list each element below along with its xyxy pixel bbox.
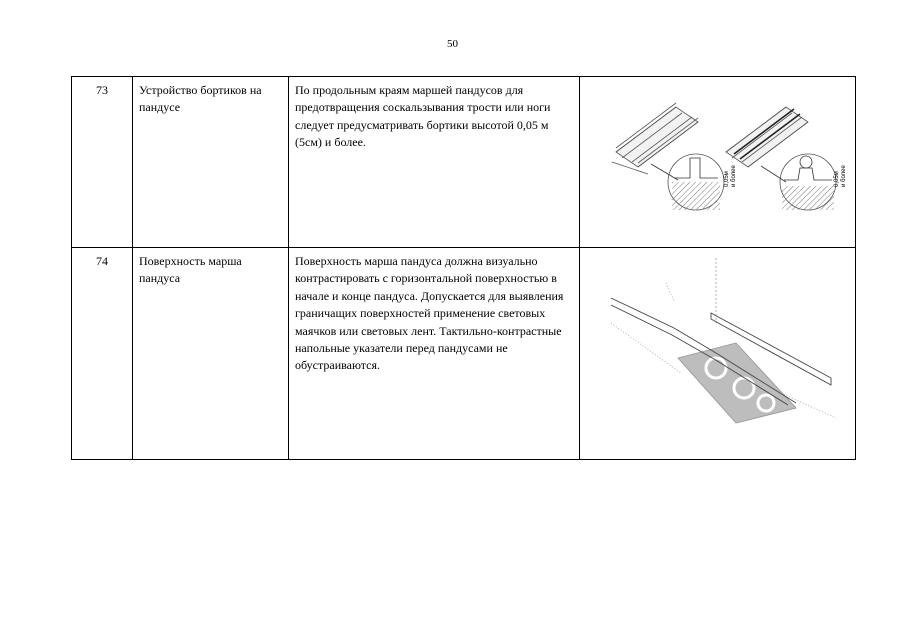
row-number: 74: [72, 248, 133, 460]
row-title: Поверхность марша пандуса: [133, 248, 289, 460]
min-label-right: и более: [841, 165, 847, 187]
table-row: [72, 248, 856, 460]
min-label-left: и более: [731, 165, 737, 187]
ramp-right-drawing: [726, 107, 836, 210]
ramp-surface-drawing: [611, 258, 836, 423]
ramp-surface-illustration: [586, 253, 862, 454]
ramp-surface-figure: [580, 248, 856, 460]
row-number: 73: [72, 77, 133, 248]
height-label-left: 0,05м: [724, 171, 730, 187]
row-title: Устройство бортиков на пандусе: [133, 77, 289, 248]
height-label-right: 0,05м: [834, 171, 840, 187]
row-description: По продольным краям маршей пандусов для предотвращения соскальзывания трости или ноги следует предусматривать бортики высотой 0,05 м (5см) и более.: [289, 77, 580, 248]
page-number: 50: [447, 38, 458, 50]
ramp-curb-illustration: [586, 82, 862, 242]
row-description: Поверхность марша пандуса должна визуально контрастировать с горизонтальной поверхностью в начале и конце пандуса. Допускается для выявления граничащих поверхностей применение световых маячков или световых лент. Тактильно-контрастные напольные указатели перед пандусами не обустраиваются.: [289, 248, 580, 460]
table-row: [72, 77, 856, 248]
ramp-curb-figure: [580, 77, 856, 248]
ramp-left-drawing: [612, 103, 724, 210]
requirements-table: [71, 76, 856, 460]
